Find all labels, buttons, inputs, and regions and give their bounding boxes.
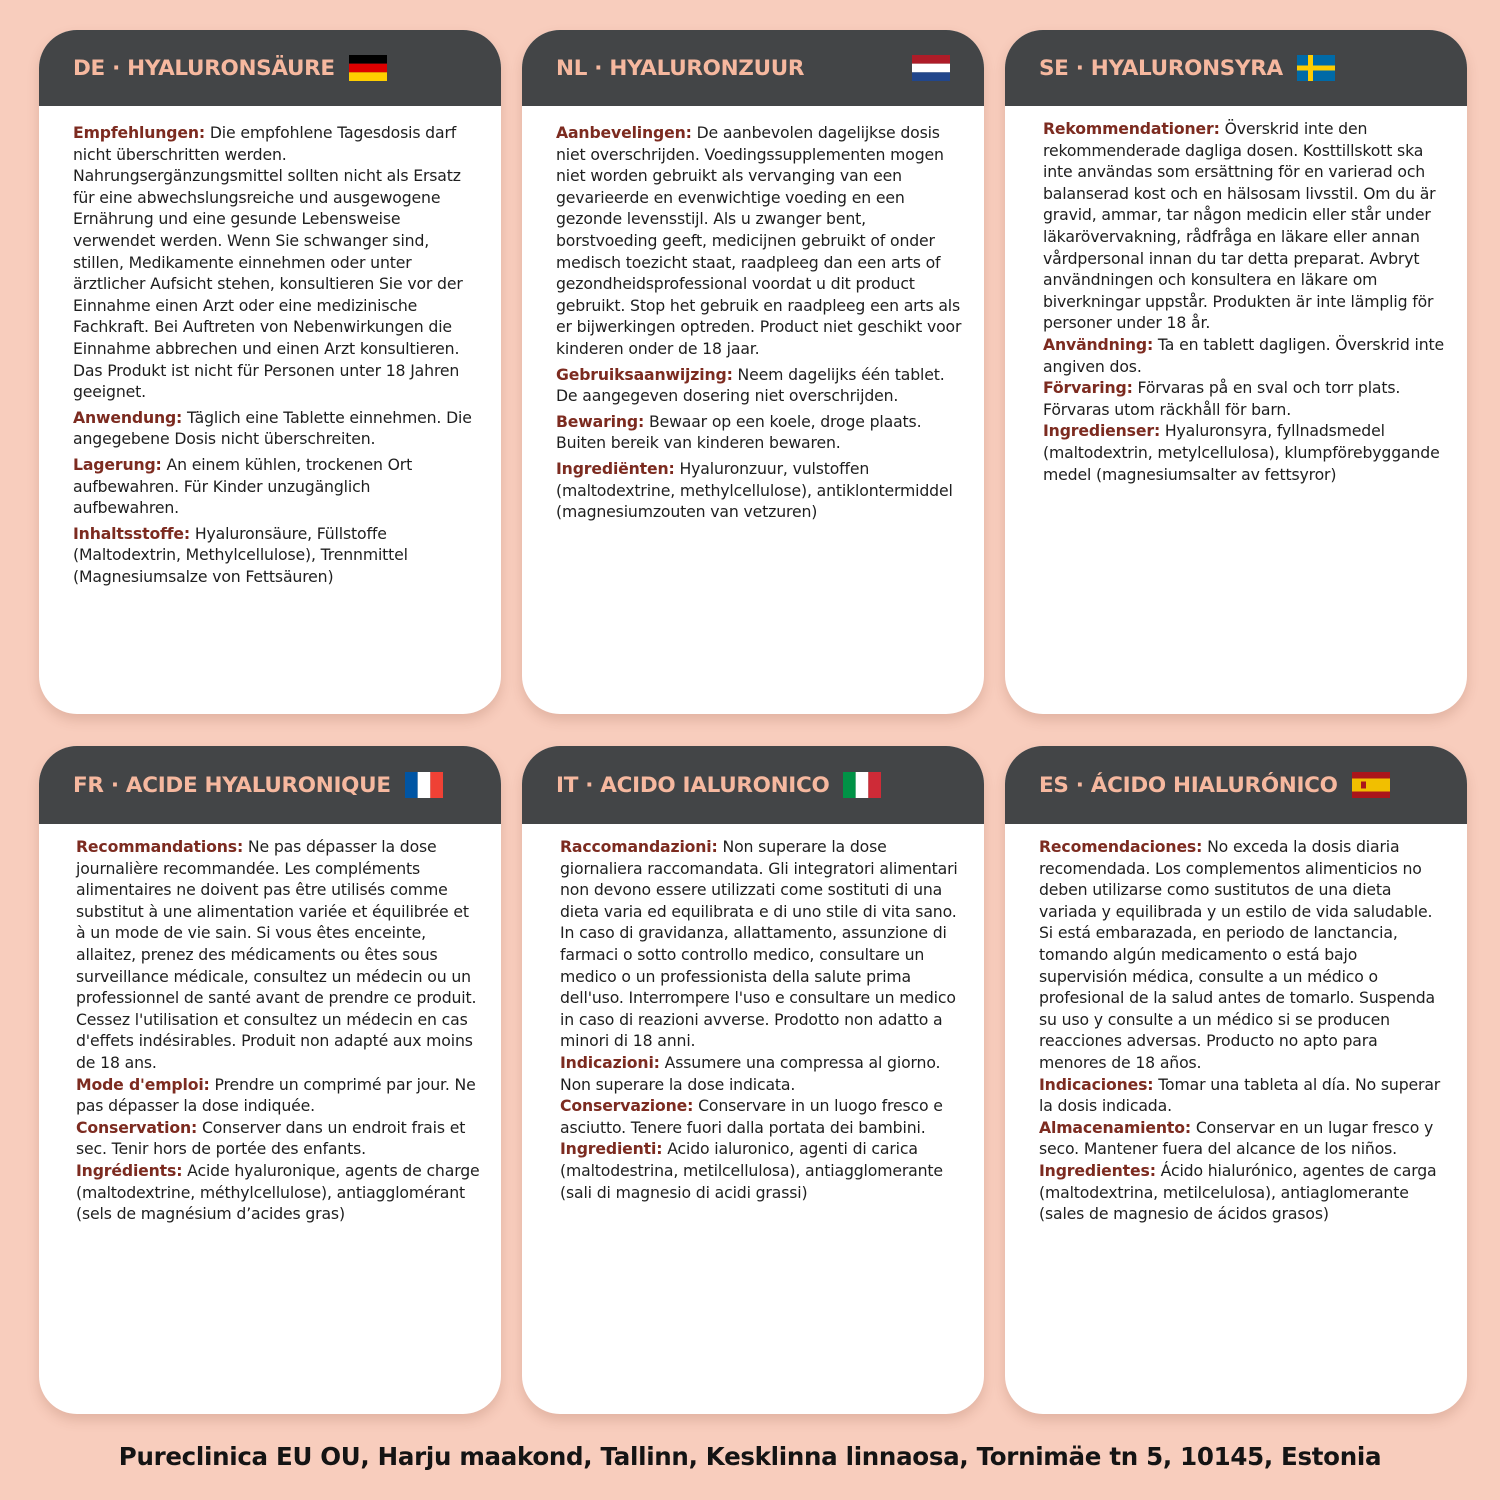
section-recommendations [76, 836, 481, 1074]
section-text: No exceda la dosis diaria recomendada. Los complementos alimenticios no deben utilizarse como sustitutos de una dieta variada y equilibrada y un estilo de vida saludable. Si está embarazada, en periodo de lanctancia, tomando algún medicamento o está bajo supervisión médica, consulte a un médico o profesional de la salud antes de tomarlo. Suspenda su uso y consulte a un médico si se producen reacciones adversas. Producto no apto para menores de 18 años. [1039, 837, 1436, 1072]
card-it [522, 746, 984, 1414]
section-usage [1039, 1074, 1447, 1117]
card-es [1005, 746, 1467, 1414]
section-storage [1039, 1117, 1447, 1160]
section-text: Ta en tablett dagligen. Överskrid inte angiven dos. [1043, 334, 1445, 376]
section-usage [76, 1074, 481, 1117]
card-header [39, 30, 501, 106]
card-title: NL · HYALURONZUUR [556, 55, 805, 81]
section-label: Indicaciones: [1039, 1074, 1154, 1094]
section-label: Ingredientes: [1039, 1160, 1156, 1180]
section-label: Almacenamiento: [1039, 1117, 1191, 1137]
card-title: FR · ACIDE HYALURONIQUE [73, 772, 391, 798]
section-recommendations [1043, 118, 1447, 334]
card-body [522, 824, 984, 1203]
section-text: Non superare la dose giornaliera raccomandata. Gli integratori alimentari non devono essere utilizzati come sostituti di una dieta varia ed equilibrata e di uno stile di vita sano. In caso di gravidanza, allattamento, assunzione di farmaci o sotto controllo medico, consultare un medico o un professionista della salute prima dell'uso. Interrompere l'uso e consultare un medico in caso di reazioni avverse. Prodotto non adatto a minori di 18 anni. [560, 837, 958, 1051]
section-storage [76, 1117, 481, 1160]
section-recommendations [73, 122, 481, 403]
italy-flag-icon [843, 772, 881, 798]
card-header [1005, 746, 1467, 824]
section-label: Inhaltsstoffe: [73, 523, 191, 543]
section-text: Täglich eine Tablette einnehmen. Die angegebene Dosis nicht überschreiten. [73, 407, 472, 449]
section-usage [560, 1052, 964, 1095]
section-ingredients [76, 1160, 481, 1225]
france-flag-icon [405, 772, 443, 798]
section-text: Bewaar op een koele, droge plaats. Buiten bereik van kinderen bewaren. [556, 411, 922, 453]
section-ingredients [1043, 420, 1447, 485]
section-recommendations [556, 122, 964, 360]
section-label: Ingrédients: [76, 1160, 183, 1180]
card-header [1005, 30, 1467, 106]
section-text: Tomar una tableta al día. No superar la dosis indicada. [1039, 1074, 1441, 1116]
section-text: Conservare in un luogo fresco e asciutto. Tenere fuori dalla portata dei bambini. [560, 1096, 943, 1137]
section-ingredients [556, 458, 964, 523]
card-body [522, 106, 984, 523]
section-label: Empfehlungen: [73, 123, 205, 142]
section-label: Ingrediënten: [556, 458, 675, 478]
section-label: Aanbevelingen: [556, 123, 692, 142]
card-header [522, 746, 984, 824]
section-ingredients [1039, 1160, 1447, 1225]
section-recommendations [560, 836, 964, 1052]
section-label: Recomendaciones: [1039, 837, 1203, 856]
section-label: Gebruiksaanwijzing: [556, 364, 733, 384]
section-label: Användning: [1043, 334, 1154, 354]
section-label: Ingredienser: [1043, 421, 1161, 441]
card-de [39, 30, 501, 714]
section-text: Överskrid inte den rekommenderade dagliga dosen. Kosttillskott ska inte användas som ersättning för en varierad och balanserad kost och en hälsosam livsstil. Om du är gravid, ammar, tar någon medicin eller står under läkarövervakning, rådfråga en läkare eller annan vårdpersonal innan du tar detta preparat. Avbryt användningen och konsultera en läkare om biverkningar uppstår. Produkten är inte lämplig för personer under 18 år. [1043, 119, 1436, 333]
section-text: Acide hyaluronique, agents de charge (maltodextrine, méthylcellulose), antiagglomérant (sels de magnésium d’acides gras) [76, 1160, 480, 1224]
section-ingredients [560, 1138, 964, 1203]
section-usage [73, 407, 481, 450]
section-storage [560, 1095, 964, 1138]
section-label: Anwendung: [73, 407, 183, 427]
spain-flag-icon [1352, 772, 1390, 798]
section-label: Förvaring: [1043, 378, 1133, 398]
card-header [522, 30, 984, 106]
section-storage [73, 454, 481, 519]
section-usage [1043, 334, 1447, 377]
section-text: Conserver dans un endroit frais et sec. Tenir hors de portée des enfants. [76, 1117, 466, 1159]
section-text: An einem kühlen, trockenen Ort aufbewahren. Für Kinder unzugänglich aufbewahren. [73, 454, 413, 518]
manufacturer-address: Pureclinica EU OU, Harju maakond, Tallinn, Kesklinna linnaosa, Tornimäe tn 5, 10145, Estonia [118, 1442, 1382, 1471]
section-text: De aanbevolen dagelijkse dosis niet overschrijden. Voedingssupplementen mogen niet worden gebruikt als vervanging van een gevarieerde en evenwichtige voeding en een gezonde levensstijl. Als u zwanger bent, borstvoeding geeft, medicijnen gebruikt of onder medisch toezicht staat, raadpleeg dan een arts of gezondheidsprofessional voordat u dit product gebruikt. Stop het gebruik en raadpleeg een arts als er bijwerkingen optreden. Product niet geschikt voor kinderen onder de 18 jaar. [556, 123, 962, 358]
section-text: Hyaluronsyra, fyllnadsmedel (maltodextrin, metylcellulosa), klumpförebyggande medel (magnesiumsalter av fettsyror) [1043, 421, 1440, 484]
section-ingredients [73, 523, 481, 588]
sweden-flag-icon [1297, 55, 1335, 81]
section-label: Recommandations: [76, 837, 244, 856]
card-se [1005, 30, 1467, 714]
card-body [39, 824, 501, 1225]
section-text: Hyaluronsäure, Füllstoffe (Maltodextrin, Methylcellulose), Trennmittel (Magnesiumsalze von Fettsäuren) [73, 523, 408, 586]
section-usage [556, 364, 964, 407]
card-title: IT · ACIDO IALURONICO [556, 772, 830, 798]
section-recommendations [1039, 836, 1447, 1074]
section-label: Mode d'emploi: [76, 1074, 210, 1094]
section-label: Rekommendationer: [1043, 119, 1220, 138]
section-label: Bewaring: [556, 411, 645, 431]
section-text: Hyaluronzuur, vulstoffen (maltodextrine, methylcellulose), antiklontermiddel (magnesiumzouten van vetzuren) [556, 458, 953, 522]
section-storage [556, 411, 964, 454]
section-label: Lagerung: [73, 454, 162, 474]
card-body [1005, 106, 1467, 485]
card-title: DE · HYALURONSÄURE [73, 55, 335, 81]
card-nl [522, 30, 984, 714]
card-header [39, 746, 501, 824]
section-label: Ingredienti: [560, 1139, 663, 1159]
section-text: Assumere una compressa al giorno. Non superare la dose indicata. [560, 1052, 941, 1094]
section-text: Prendre un comprimé par jour. Ne pas dépasser la dose indiquée. [76, 1074, 476, 1116]
netherlands-flag-icon [912, 55, 950, 81]
section-label: Conservation: [76, 1117, 198, 1137]
card-title: SE · HYALURONSYRA [1039, 55, 1283, 81]
section-text: Die empfohlene Tagesdosis darf nicht überschritten werden. Nahrungsergänzungsmittel sollten nicht als Ersatz für eine abwechslungsreiche und ausgewogene Ernährung und eine gesunde Lebensweise verwendet werden. Wenn Sie schwanger sind, stillen, Medikamente einnehmen oder unter ärztlicher Aufsicht stehen, konsultieren Sie vor der Einnahme einen Arzt oder eine medizinische Fachkraft. Bei Auftreten von Nebenwirkungen die Einnahme abbrechen und einen Arzt konsultieren. Das Produkt ist nicht für Personen unter 18 Jahren geeignet. [73, 123, 463, 402]
section-text: Neem dagelijks één tablet. De aangegeven dosering niet overschrijden. [556, 364, 945, 406]
card-title: ES · ÁCIDO HIALURÓNICO [1039, 772, 1338, 798]
germany-flag-icon [349, 55, 387, 81]
section-label: Conservazione: [560, 1096, 694, 1116]
section-label: Indicazioni: [560, 1052, 660, 1072]
section-storage [1043, 377, 1447, 420]
section-label: Raccomandazioni: [560, 837, 718, 856]
card-fr [39, 746, 501, 1414]
section-text: Acido ialuronico, agenti di carica (maltodestrina, metilcellulosa), antiagglomerante (sali di magnesio di acidi grassi) [560, 1139, 943, 1202]
card-body [39, 106, 501, 587]
section-text: Ne pas dépasser la dose journalière recommandée. Les compléments alimentaires ne doivent pas être utilisés comme substitut à une alimentation variée et équilibrée et à un mode de vie sain. Si vous êtes enceinte, allaitez, prenez des médicaments ou êtes sous surveillance médicale, consultez un médecin ou un professionnel de santé avant de prendre ce produit. Cessez l'utilisation et consultez un médecin en cas d'effets indésirables. Produit non adapté aux moins de 18 ans. [76, 837, 477, 1072]
card-body [1005, 824, 1467, 1225]
section-text: Conservar en un lugar fresco y seco. Mantener fuera del alcance de los niños. [1039, 1117, 1434, 1159]
section-text: Förvaras på en sval och torr plats. Förvaras utom räckhåll för barn. [1043, 378, 1401, 419]
section-text: Ácido hialurónico, agentes de carga (maltodextrina, metilcelulosa), antiaglomerante (sales de magnesio de ácidos grasos) [1039, 1160, 1437, 1224]
